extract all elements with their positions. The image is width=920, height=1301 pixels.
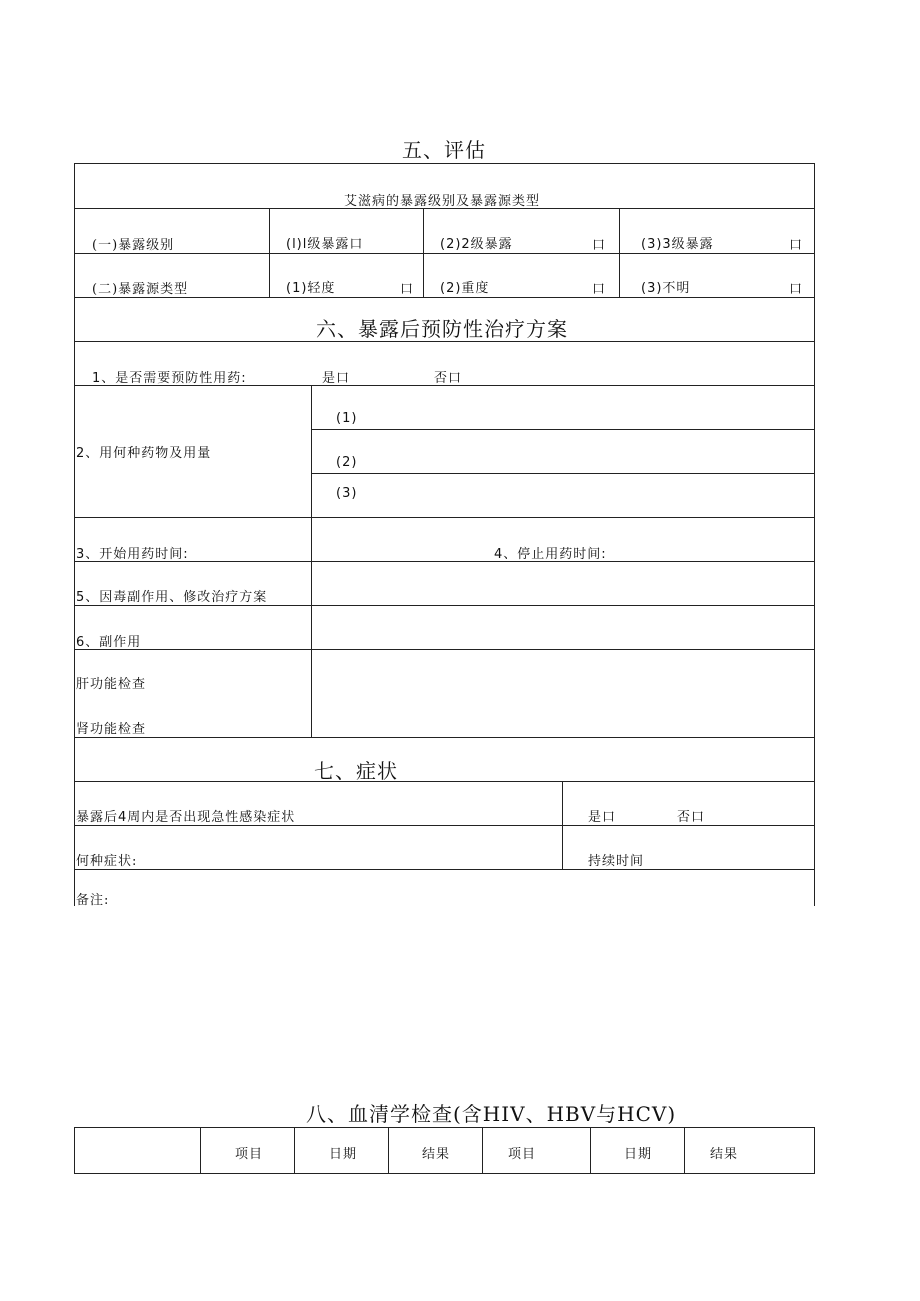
symptom-no-checkbox[interactable]: 否口 — [677, 810, 706, 825]
modify-regimen-label: 5、因毒副作用、修改治疗方案 — [76, 590, 268, 605]
prophylaxis-no-checkbox[interactable]: 否口 — [434, 371, 463, 386]
liver-function-label: 肝功能检查 — [76, 677, 147, 692]
drug-dosage-label: 2、用何种药物及用量 — [76, 446, 212, 461]
serology-header-date-2: 日期 — [624, 1147, 653, 1162]
prophylaxis-yes-checkbox[interactable]: 是口 — [322, 371, 351, 386]
exposure-level-label: (一)暴露级别 — [92, 238, 175, 253]
exposure-level-3-checkbox[interactable]: 口 — [789, 238, 804, 253]
drug-item-3[interactable]: (3) — [336, 486, 358, 501]
section8-title: 八、血清学检查(含HIV、HBV与HCV) — [306, 1102, 677, 1126]
exposure-level-1-option[interactable]: (l)l级暴露口 — [286, 237, 364, 252]
exposure-level-2-checkbox[interactable]: 口 — [592, 238, 607, 253]
exposure-level-3-option[interactable]: (3)3级暴露 — [641, 237, 714, 252]
kidney-function-label: 肾功能检查 — [76, 722, 147, 737]
section7-title: 七、症状 — [314, 759, 398, 783]
source-unknown-checkbox[interactable]: 口 — [789, 282, 804, 297]
remark-label: 备注: — [76, 893, 110, 908]
serology-header-result-1: 结果 — [422, 1147, 451, 1162]
exposure-table-header: 艾滋病的暴露级别及暴露源类型 — [344, 194, 541, 209]
serology-header-item-2: 项目 — [508, 1147, 537, 1162]
acute-symptom-question: 暴露后4周内是否出现急性感染症状 — [76, 810, 296, 825]
prophylaxis-question: 1、是否需要预防性用药: — [92, 371, 247, 386]
start-time-label: 3、开始用药时间: — [76, 547, 189, 562]
exposure-source-label: (二)暴露源类型 — [92, 282, 189, 297]
symptom-yes-checkbox[interactable]: 是口 — [588, 810, 617, 825]
drug-item-2[interactable]: (2) — [336, 455, 358, 470]
exposure-level-2-option[interactable]: (2)2级暴露 — [440, 237, 513, 252]
symptom-type-label: 何种症状: — [76, 854, 138, 869]
serology-header-date-1: 日期 — [329, 1147, 358, 1162]
source-unknown-option[interactable]: (3)不明 — [641, 281, 691, 296]
section6-title: 六、暴露后预防性治疗方案 — [316, 317, 568, 341]
stop-time-label: 4、停止用药时间: — [494, 547, 607, 562]
section5-title: 五、评估 — [402, 138, 486, 162]
drug-item-1[interactable]: (1) — [336, 411, 358, 426]
source-severe-option[interactable]: (2)重度 — [440, 281, 490, 296]
serology-header-result-2: 结果 — [710, 1147, 739, 1162]
source-severe-checkbox[interactable]: 口 — [592, 282, 607, 297]
side-effects-label: 6、副作用 — [76, 635, 142, 650]
source-mild-option[interactable]: (1)轻度 — [286, 281, 336, 296]
duration-label: 持续时间 — [588, 854, 645, 869]
serology-header-item-1: 项目 — [235, 1147, 264, 1162]
source-mild-checkbox[interactable]: 口 — [400, 282, 415, 297]
